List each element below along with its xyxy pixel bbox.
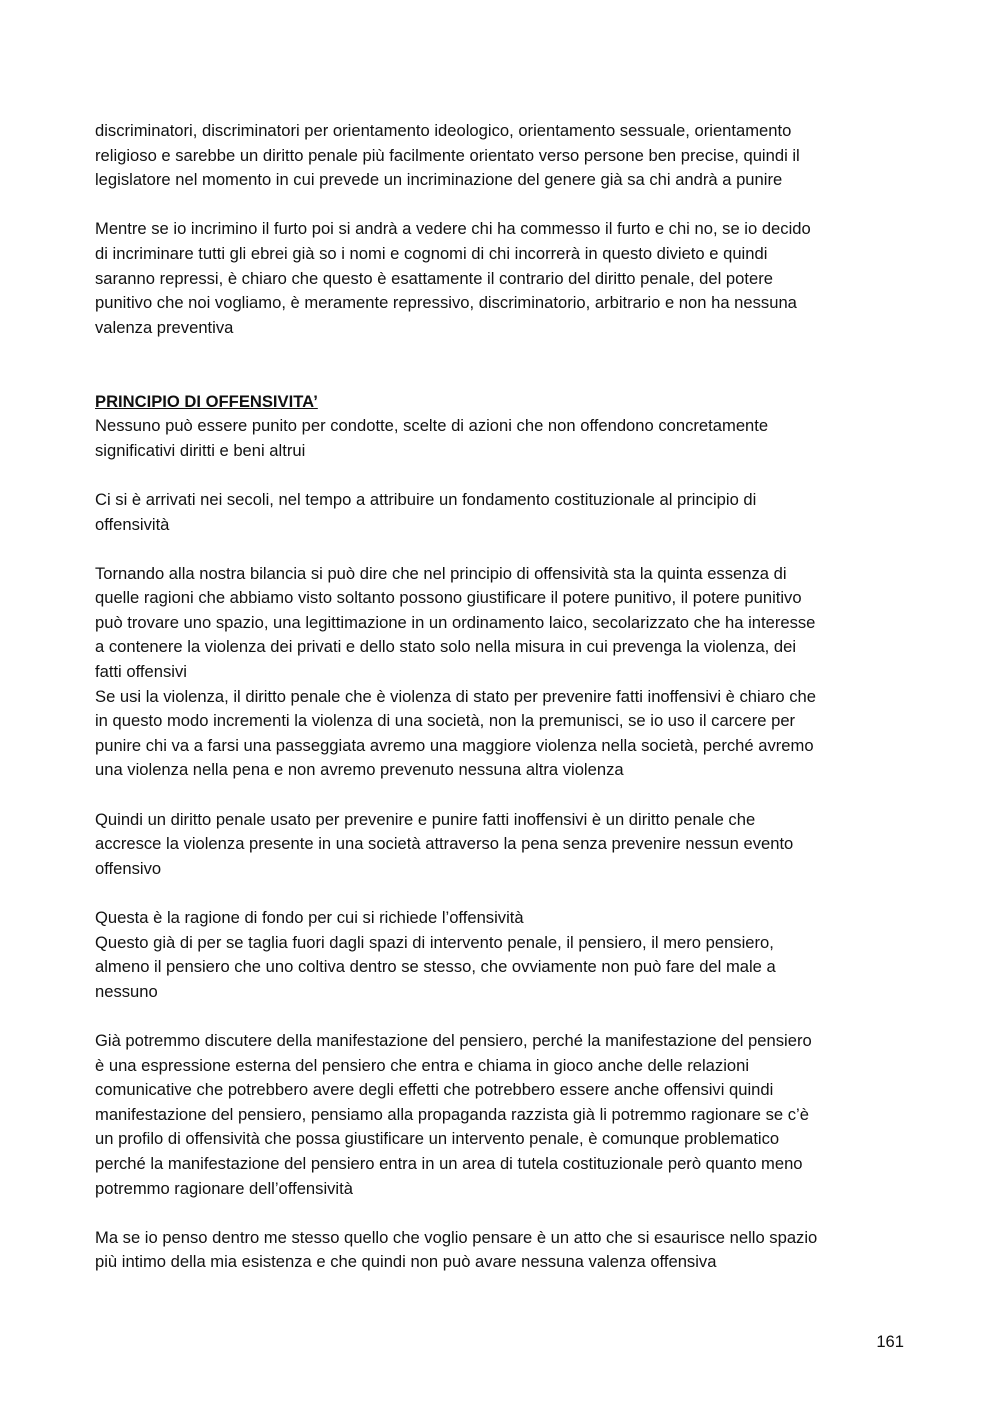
text-line: è una espressione esterna del pensiero che entra e chiama in gioco anche delle relazioni (95, 1055, 750, 1075)
text-line: manifestazione del pensiero, pensiamo alla propaganda razzista già li potremmo ragionare se c’è (95, 1104, 809, 1124)
text-line: saranno repressi, è chiaro che questo è esattamente il contrario del diritto penale, del potere (95, 268, 773, 288)
text-line: un profilo di offensività che possa giustificare un intervento penale, è comunque problematico (95, 1129, 780, 1149)
text-line: offensività (95, 514, 170, 534)
text-line: religioso e sarebbe un diritto penale più facilmente orientato verso persone ben precise, quindi il (95, 145, 800, 165)
text-line: punitivo che noi vogliamo, è meramente repressivo, discriminatorio, arbitrario e non ha nessuna (95, 293, 797, 313)
text-line: punire chi va a farsi una passeggiata avremo una maggiore violenza nella società, perché avremo (95, 735, 814, 755)
paragraph (95, 217, 907, 340)
paragraph-gap (95, 463, 907, 488)
text-line: una violenza nella pena e non avremo prevenuto nessuna altra violenza (95, 760, 624, 780)
text-line: perché la manifestazione del pensiero entra in un area di tutela costituzionale però quanto meno (95, 1153, 803, 1173)
text-line: può trovare uno spazio, una legittimazione in un ordinamento laico, secolarizzato che ha interesse (95, 612, 816, 632)
text-line: più intimo della mia esistenza e che quindi non può avare nessuna valenza offensiva (95, 1252, 717, 1272)
text-line: Ci si è arrivati nei secoli, nel tempo a attribuire un fondamento costituzionale al principio di (95, 489, 757, 509)
paragraph-gap (95, 1201, 907, 1226)
text-line: offensivo (95, 858, 162, 878)
page-number: 161 (876, 1332, 904, 1351)
paragraph (95, 1029, 907, 1201)
text-line: legislatore nel momento in cui prevede un incriminazione del genere già sa chi andrà a punire (95, 170, 783, 190)
text-line: significativi diritti e beni altrui (95, 440, 306, 460)
section-spacer (95, 340, 907, 389)
document-page (95, 119, 907, 1275)
paragraph (95, 808, 907, 882)
text-line: in questo modo incrementi la violenza di una società, non la premunisci, se io uso il carcere per (95, 711, 796, 731)
paragraph (95, 488, 907, 537)
paragraph-gap (95, 783, 907, 808)
text-line: Già potremmo discutere della manifestazione del pensiero, perché la manifestazione del pensiero (95, 1030, 812, 1050)
text-line: a contenere la violenza dei privati e dello stato solo nella misura in cui prevenga la violenza, dei (95, 637, 797, 657)
text-line: almeno il pensiero che uno coltiva dentro se stesso, che ovviamente non può fare del male a (95, 957, 776, 977)
text-line: Nessuno può essere punito per condotte, scelte di azioni che non offendono concretamente (95, 416, 769, 436)
text-line: quelle ragioni che abbiamo visto soltanto possono giustificare il potere punitivo, il potere punitivo (95, 588, 802, 608)
text-line: Tornando alla nostra bilancia si può dire che nel principio di offensività sta la quinta essenza di (95, 563, 787, 583)
text-line: Questa è la ragione di fondo per cui si richiede l’offensività (95, 908, 524, 927)
text-line: di incriminare tutti gli ebrei già so i nomi e cognomi di chi incorrerà in questo divieto e quindi (95, 243, 768, 263)
text-line: discriminatori, discriminatori per orientamento ideologico, orientamento sessuale, orientamento (95, 121, 792, 140)
paragraph-gap (95, 537, 907, 562)
paragraph-gap (95, 1004, 907, 1029)
text-line: fatti offensivi (95, 662, 187, 682)
paragraph-gap (95, 193, 907, 218)
paragraph (95, 906, 907, 1004)
text-line: Se usi la violenza, il diritto penale che è violenza di stato per prevenire fatti inoffensivi è chiaro che (95, 686, 817, 706)
text-line: Quindi un diritto penale usato per prevenire e punire fatti inoffensivi è un diritto penale che (95, 809, 756, 829)
section-body (95, 414, 907, 1275)
paragraph-gap (95, 881, 907, 906)
text-line: potremmo ragionare dell’offensività (95, 1178, 353, 1198)
text-line: Questo già di per se taglia fuori dagli spazi di intervento penale, il pensiero, il mero pensiero, (95, 932, 774, 952)
paragraph (95, 414, 907, 463)
paragraph (95, 119, 907, 193)
paragraph (95, 562, 907, 783)
text-line: Ma se io penso dentro me stesso quello che voglio pensare è un atto che si esaurisce nello spazio (95, 1227, 818, 1247)
text-line: comunicative che potrebbero avere degli effetti che potrebbero essere anche offensivi quindi (95, 1080, 774, 1100)
text-line: nessuno (95, 981, 158, 1001)
text-line: Mentre se io incrimino il furto poi si andrà a vedere chi ha commesso il furto e chi no, se io decido (95, 219, 811, 239)
section-heading: PRINCIPIO DI OFFENSIVITA’ (95, 391, 318, 411)
text-line: valenza preventiva (95, 317, 234, 337)
paragraph (95, 1226, 907, 1275)
intro-section (95, 119, 907, 340)
text-line: accresce la violenza presente in una società attraverso la pena senza prevenire nessun evento (95, 834, 794, 854)
